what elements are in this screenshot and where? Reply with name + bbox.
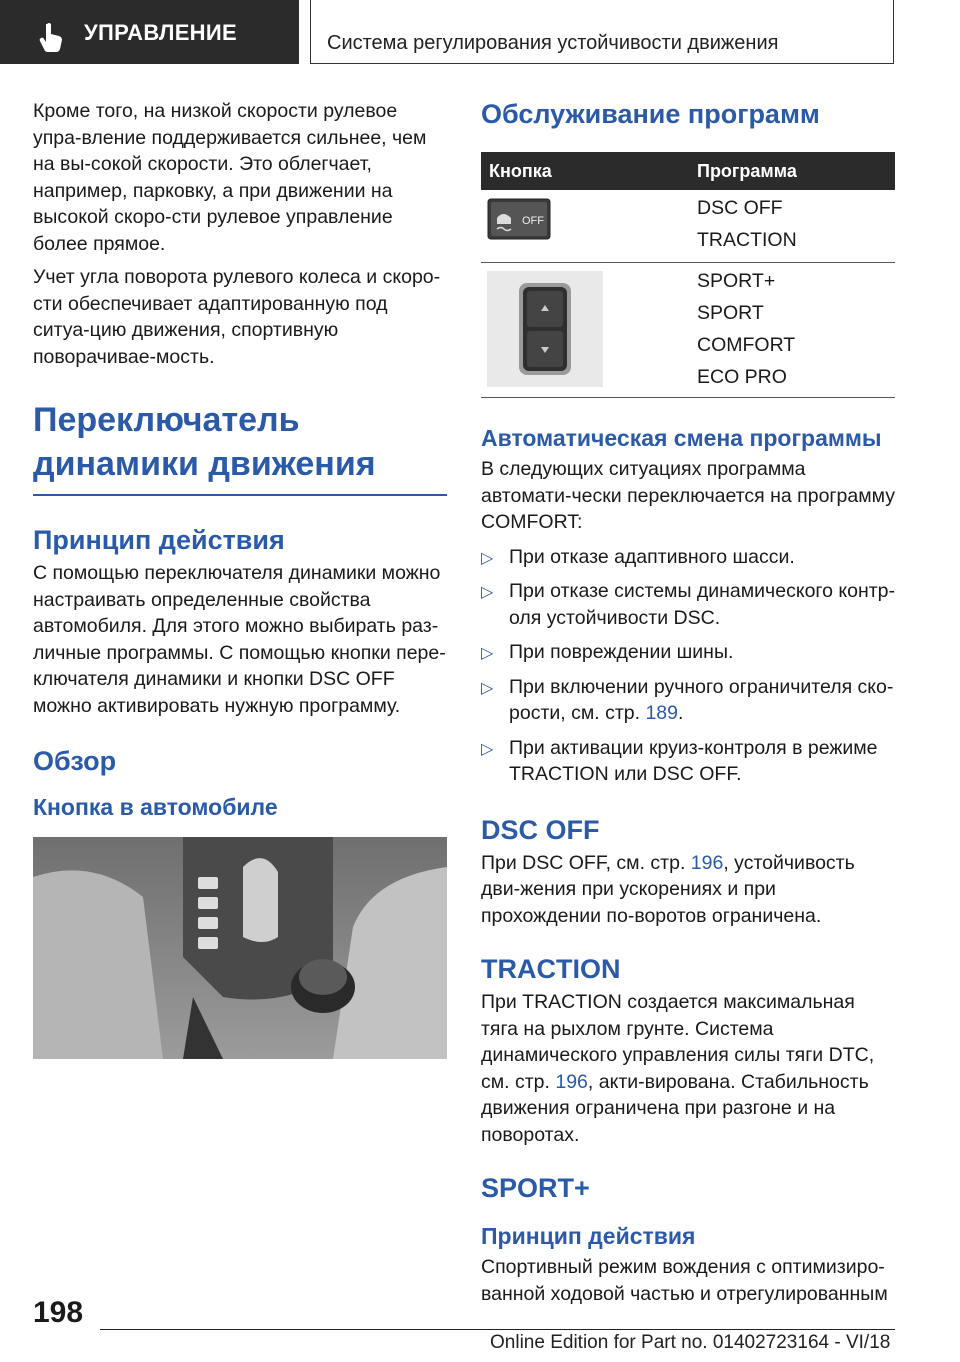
table-row <box>481 263 895 398</box>
auto-change-list <box>481 544 895 788</box>
triangle-bullet-icon: ▷ <box>481 679 494 697</box>
table-header-program: Программа <box>689 152 895 190</box>
section-title: УПРАВЛЕНИЕ <box>84 20 237 45</box>
program-eco-pro: ECO PRO <box>697 366 787 388</box>
heading-sport-plus: SPORT+ <box>481 1173 590 1203</box>
list-item: ▷ При активации круиз-контроля в режиме TRACTION или DSC OFF. <box>481 736 878 785</box>
footer-edition: Online Edition for Part no. 01402723164 - VI/18 <box>490 1332 891 1353</box>
table-row <box>481 190 895 263</box>
program-dsc-off: DSC OFF <box>697 197 783 219</box>
list-item: ▷ При отказе системы динамического контр-оля устойчивости DSC. <box>481 580 895 629</box>
heading-button-in-car: Кнопка в автомобиле <box>33 794 278 820</box>
triangle-bullet-icon: ▷ <box>481 584 494 601</box>
page-link-189[interactable]: 189 <box>645 702 678 724</box>
heading-overview: Обзор <box>33 746 117 776</box>
dsc-off-paragraph: При DSC OFF, см. стр. 196, устойчивость дви-жения при ускорениях и при прохождении по-воротов ограничена. <box>481 851 855 927</box>
heading-program-service: Обслуживание программ <box>481 99 820 129</box>
sport-plus-paragraph: Спортивный режим вождения с оптимизиро-ванной ходовой частью и отрегулированным <box>481 1256 888 1305</box>
left-column <box>33 98 447 1059</box>
chapter-subtitle: Система регулирования устойчивости движения <box>327 32 779 54</box>
drive-switch-rocker-icon <box>487 271 603 387</box>
program-sport: SPORT <box>697 302 764 324</box>
intro-paragraph-2: Учет угла поворота рулевого колеса и скоро-сти обеспечивает адаптированную под ситуа-цию движения, спортивную поворачивае-мость. <box>33 266 441 368</box>
intro-paragraph-1: Кроме того, на низкой скорости рулевое упра-вление поддерживается сильнее, чем на вы-сокой скорости. Это облегчает, например, парковку, а при движении на высокой скоро-сти рулевое управление более прямое. <box>33 100 427 255</box>
table-header-button: Кнопка <box>481 152 689 190</box>
page-number: 198 <box>33 1296 84 1329</box>
list-item: ▷ При повреждении шины. <box>481 639 895 666</box>
auto-change-paragraph: В следующих ситуациях программа автомати-чески переключается на программу COMFORT: <box>481 458 895 533</box>
hand-pointer-icon <box>38 22 66 52</box>
page-link-196[interactable]: 196 <box>690 851 724 874</box>
right-column <box>481 98 895 1307</box>
section-heading-drive-switch: Переключатель динамики движения <box>33 398 447 496</box>
header-subtitle-box <box>310 0 894 64</box>
program-comfort: COMFORT <box>697 334 796 356</box>
triangle-bullet-icon: ▷ <box>481 740 494 758</box>
program-traction: TRACTION <box>697 229 797 251</box>
dsc-off-button-icon <box>487 198 551 240</box>
heading-auto-program-change: Автоматическая смена программы <box>481 425 882 451</box>
heading-principle: Принцип действия <box>33 525 285 555</box>
list-item: ▷ При отказе адаптивного шасси. <box>481 544 895 571</box>
traction-paragraph: При TRACTION создается максимальная тяга на рыхлом грунте. Система динамического управления силы тяги DTC, см. стр. 196, акти-вирована. Стабильность движения ограничена при разгоне и на поворотах. <box>481 991 875 1146</box>
heading-dsc-off: DSC OFF <box>481 814 600 845</box>
center-console-photo <box>33 837 447 1059</box>
list-item: ▷ При включении ручного ограничителя ско-рости, см. стр. 189. <box>481 675 894 724</box>
triangle-bullet-icon: ▷ <box>481 645 494 662</box>
page-link-196[interactable]: 196 <box>555 1070 588 1093</box>
footer-divider <box>100 1329 895 1330</box>
heading-principle-2: Принцип действия <box>481 1223 696 1249</box>
dsc-off-label: OFF <box>522 215 544 227</box>
program-sport-plus: SPORT+ <box>697 270 776 292</box>
header-section-block <box>0 0 299 64</box>
heading-traction: TRACTION <box>481 954 621 984</box>
program-table <box>481 152 895 398</box>
principle-paragraph: С помощью переключателя динамики можно настраивать определенные свойства автомобиля. Для этого можно выбирать раз-личные программы. С помощью кнопки пере-ключателя динамики и кнопки DSC OFF можно активировать нужную программу. <box>33 562 446 717</box>
triangle-bullet-icon: ▷ <box>481 549 494 567</box>
